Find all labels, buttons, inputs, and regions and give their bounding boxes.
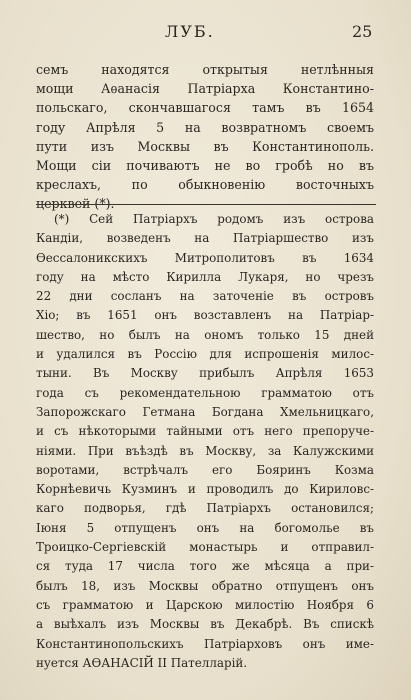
- footnote-line: Ѳессалоникскихъ Митрополитовъ въ 1634: [36, 250, 374, 265]
- text-line: семъ находятся открытыя нетлѣнныя: [36, 62, 374, 77]
- footnote-line: каго подворья, гдѣ Патріархъ остановился;: [36, 501, 374, 516]
- text-line: креслахъ, по обыкновенію восточныхъ: [36, 177, 374, 193]
- footnote-line: и съ нѣкоторыми тайными отъ него препоруче-: [36, 424, 374, 439]
- footnote-line: былъ 18, изъ Москвы обратно отпущенъ онъ: [36, 578, 374, 593]
- footnote-line: Корнѣевичь Кузминъ и проводилъ до Кириловс-: [36, 482, 374, 497]
- footnote-line: 22 дни сосланъ на заточеніе въ островъ: [36, 289, 374, 304]
- footnote-line: и удалился въ Россію для испрошенія милос-: [36, 347, 374, 362]
- footnote-line: шество, но былъ на ономъ только 15 дней: [36, 327, 374, 342]
- footnote-line: ся туда 17 числа того же мѣсяца а при-: [36, 559, 374, 574]
- footnote-line: съ грамматою и Царскою милостію Ноября 6: [36, 597, 374, 612]
- text-line: Мощи сіи почиваютъ не во гробѣ но въ: [36, 158, 374, 174]
- footnote-line: Хіо; въ 1651 онъ возставленъ на Патріар-: [36, 308, 374, 323]
- running-head: ЛУБ.: [165, 22, 215, 41]
- footnote-line: Кандіи, возведенъ на Патріаршество изъ: [36, 231, 374, 246]
- footnote-line: года съ рекомендательною грамматою отъ: [36, 385, 374, 400]
- footnote-line: ніями. При въѣздѣ въ Москву, за Калужскими: [36, 443, 374, 458]
- text-line: польскаго, скончавшагося тамъ въ 1654: [36, 100, 374, 116]
- footnote-line: а выѣхалъ изъ Москвы въ Декабрѣ. Въ спискѣ: [36, 617, 374, 632]
- main-text: [36, 60, 374, 214]
- footnote-line: тыни. Въ Москву прибылъ Апрѣля 1653: [36, 366, 374, 381]
- footnote: [36, 210, 374, 673]
- text-line: церквей (*).: [36, 196, 115, 212]
- text-line: пути изъ Москвы въ Константинополь.: [36, 138, 374, 154]
- text-line: году Апрѣля 5 на возвратномъ своемъ: [36, 119, 374, 135]
- footnote-line: Троицко-Сергіевскій монастырь и отправил-: [36, 540, 374, 555]
- footnote-line: Запорожскаго Гетмана Богдана Хмельницкаго,: [36, 404, 374, 419]
- page-header: [0, 22, 411, 46]
- footnote-divider: [36, 204, 376, 205]
- footnote-line: Константинопольскихъ Патріарховъ онъ име-: [36, 636, 374, 651]
- footnote-line: воротами, встрѣчалъ его Бояринъ Козма: [36, 462, 374, 477]
- text-line: мощи Аѳанасія Патріарха Константино-: [36, 81, 374, 97]
- footnote-line: Іюня 5 отпущенъ онъ на богомолье въ: [36, 520, 374, 535]
- footnote-line: (*) Сей Патріархъ родомъ изъ острова: [54, 212, 374, 226]
- footnote-line: году на мѣсто Кирилла Лукаря, но чрезъ: [36, 269, 374, 284]
- page-number: 25: [352, 22, 373, 41]
- footnote-line: нуется АѲАНАСІЙ II Пателларій.: [36, 655, 248, 670]
